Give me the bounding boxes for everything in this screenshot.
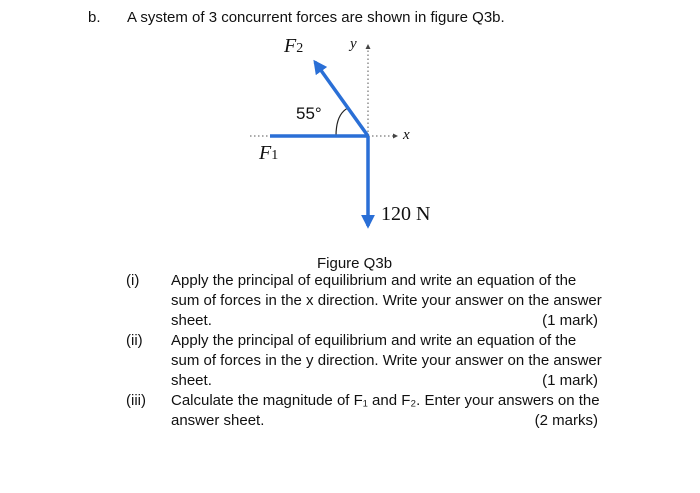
y-axis-label: y [350, 36, 357, 52]
figure-caption: Figure Q3b [317, 255, 393, 272]
part-line: sheet. [171, 372, 212, 389]
part-line: Calculate the magnitude of F₁ and F₂. Enter your answers on the [171, 392, 600, 409]
question-intro: A system of 3 concurrent forces are shown in figure Q3b. [127, 9, 505, 26]
part-number: (ii) [126, 332, 143, 349]
part-marks: (1 mark) [542, 372, 598, 389]
f2-arrow [315, 62, 368, 136]
part-line: sum of forces in the y direction. Write your answer on the answer [171, 352, 602, 369]
part-line: answer sheet. [171, 412, 265, 429]
angle-label: 55° [296, 104, 322, 123]
part-line: Apply the principal of equilibrium and write an equation of the [171, 332, 577, 349]
part-line: Apply the principal of equilibrium and write an equation of the [171, 272, 577, 289]
angle-arc [336, 108, 348, 136]
part-number: (iii) [126, 392, 146, 409]
f1-label: F1 [259, 142, 279, 164]
part-line: sum of forces in the x direction. Write your answer on the answer [171, 292, 602, 309]
part-line: sheet. [171, 312, 212, 329]
part-number: (i) [126, 272, 140, 289]
f2-label: F2 [284, 35, 304, 57]
part-marks: (1 mark) [542, 312, 598, 329]
x-axis-label: x [403, 127, 410, 143]
force-magnitude-label: 120 N [381, 203, 431, 225]
question-label: b. [88, 9, 101, 26]
part-marks: (2 marks) [534, 412, 598, 429]
